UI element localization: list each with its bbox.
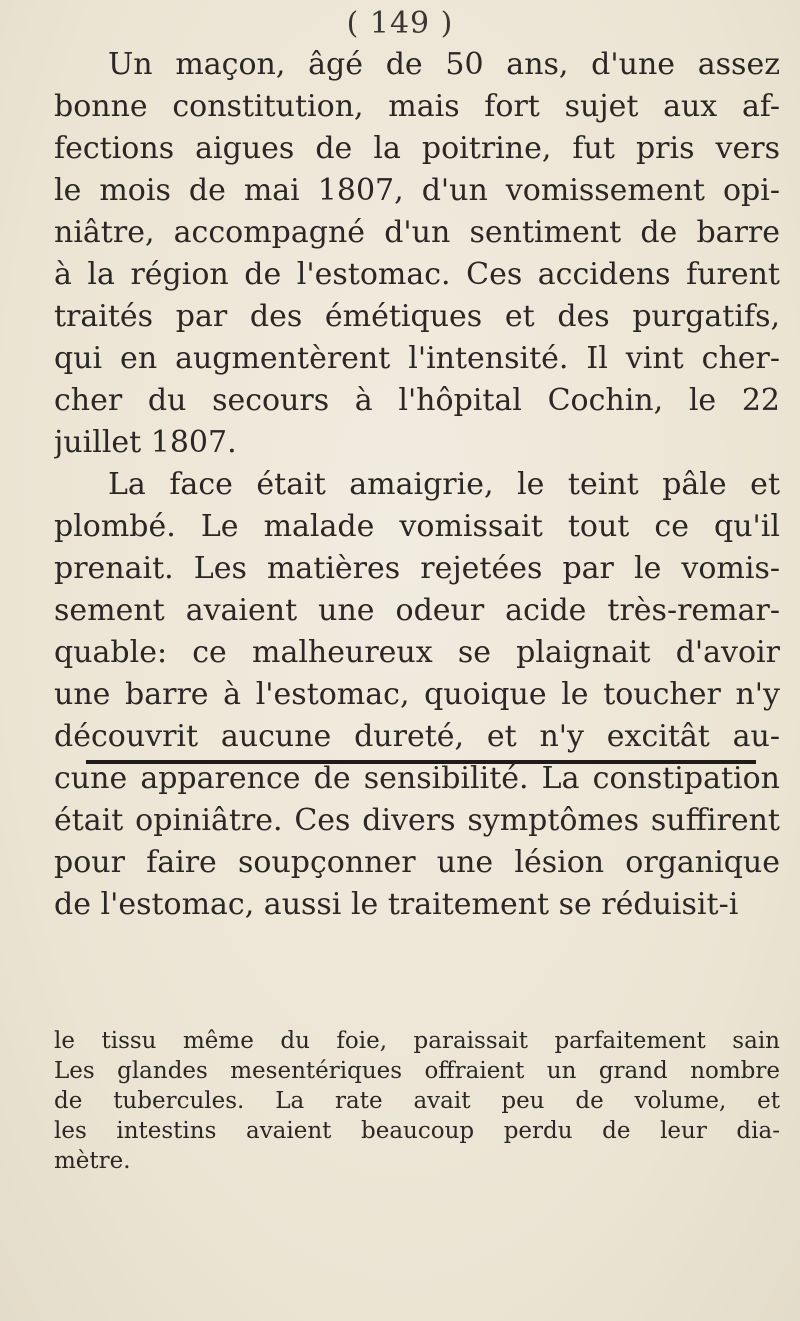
text-line: Un maçon, âgé de 50 ans, d'une assez [108, 47, 780, 82]
text-line: pour faire soupçonner une lésion organique [54, 845, 780, 880]
text-line: niâtre, accompagné d'un sentiment de barre [54, 215, 780, 250]
text-line: le mois de mai 1807, d'un vomissement opi- [54, 173, 780, 208]
text-line: bonne constitution, mais fort sujet aux af- [54, 89, 780, 124]
text-line: juillet 1807. [54, 425, 237, 460]
footnote-line: Les glandes mesentériques offraient un grand nombre [54, 1058, 780, 1084]
footnote-line: le tissu même du foie, paraissait parfaitement sain [54, 1028, 780, 1054]
text-line: sement avaient une odeur acide très-remar- [54, 593, 780, 628]
text-line: cher du secours à l'hôpital Cochin, le 22 [54, 383, 780, 418]
text-line: quable: ce malheureux se plaignait d'avoir [54, 635, 780, 670]
text-line: plombé. Le malade vomissait tout ce qu'il [54, 509, 780, 544]
text-line: qui en augmentèrent l'intensité. Il vint cher- [54, 341, 780, 376]
footnote-line: les intestins avaient beaucoup perdu de leur dia- [54, 1118, 780, 1144]
text-line: prenait. Les matières rejetées par le vomis- [54, 551, 780, 586]
text-line: La face était amaigrie, le teint pâle et [108, 467, 780, 502]
footnote-separator-rule [86, 760, 756, 764]
text-line: fections aigues de la poitrine, fut pris vers [54, 131, 780, 166]
text-line: cune apparence de sensibilité. La constipation [54, 761, 780, 796]
page-number: ( 149 ) [346, 6, 454, 41]
footnote-line: mètre. [54, 1148, 131, 1174]
footnote-block [54, 1026, 780, 1176]
text-line: était opiniâtre. Ces divers symptômes suffirent [54, 803, 780, 838]
text-line: découvrit aucune dureté, et n'y excitât au- [54, 719, 780, 754]
main-text-block [54, 44, 780, 926]
text-line: traités par des émétiques et des purgatifs, [54, 299, 780, 334]
text-line: à la région de l'estomac. Ces accidens furent [54, 257, 780, 292]
footnote-line: de tubercules. La rate avait peu de volume, et [54, 1088, 780, 1114]
text-line: de l'estomac, aussi le traitement se réduisit-i [54, 887, 739, 922]
text-line: une barre à l'estomac, quoique le toucher n'y [54, 677, 780, 712]
